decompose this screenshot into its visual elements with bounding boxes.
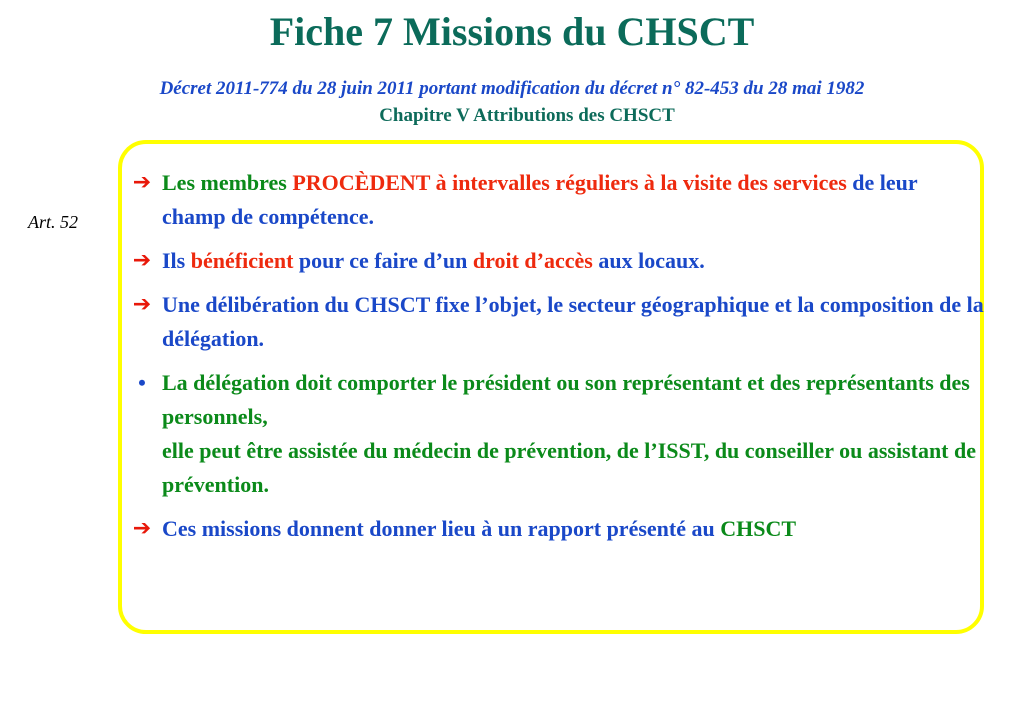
list-item xyxy=(126,512,986,546)
item-text: PROCÈDENT à intervalles réguliers à la visite des services xyxy=(292,170,847,195)
article-label: Art. 52 xyxy=(28,212,79,232)
item-text: Ces missions donnent donner lieu à un rapport présenté au xyxy=(162,516,721,541)
item-text: de leur champ de compétence. xyxy=(162,170,918,229)
item-text: Les membres xyxy=(162,170,293,195)
item-text: Ils xyxy=(162,248,191,273)
decree-reference: Décret 2011-774 du 28 juin 2011 portant modification du décret n° 82-453 du 28 mai 1982 xyxy=(159,78,865,99)
page-title: Fiche 7 Missions du CHSCT xyxy=(269,9,755,54)
list-item xyxy=(126,288,986,356)
list-item xyxy=(126,244,986,278)
chapter-heading: Chapitre V Attributions des CHSCT xyxy=(379,105,675,126)
list-item xyxy=(126,366,986,502)
mission-list xyxy=(126,166,986,556)
item-text: Une délibération du CHSCT fixe l’objet, le secteur géographique et la composition de la délégation. xyxy=(162,292,984,351)
arrow-bullet-icon: ➔ xyxy=(132,516,152,541)
item-text: bénéficient xyxy=(190,248,294,273)
item-text: elle peut être assistée du médecin de prévention, de l’ISST, du conseiller ou assistant de prévention. xyxy=(162,438,976,497)
arrow-bullet-icon: ➔ xyxy=(132,170,152,195)
item-text: La délégation doit comporter le président ou son représentant et des représentants des personnels, xyxy=(162,370,970,429)
item-text: CHSCT xyxy=(720,516,797,541)
item-text: aux locaux. xyxy=(592,248,705,273)
item-text: droit d’accès xyxy=(472,248,593,273)
arrow-bullet-icon: ➔ xyxy=(132,248,152,273)
dot-bullet-icon: • xyxy=(138,370,146,395)
list-item xyxy=(126,166,986,234)
item-text: pour ce faire d’un xyxy=(293,248,473,273)
arrow-bullet-icon: ➔ xyxy=(132,292,152,317)
